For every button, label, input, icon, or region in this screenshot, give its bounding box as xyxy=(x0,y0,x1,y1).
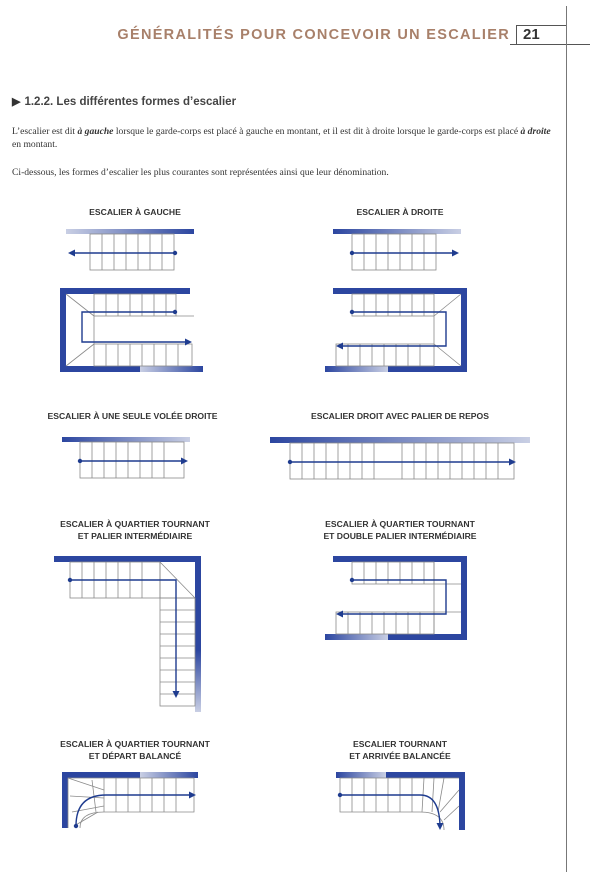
running-header: GÉNÉRALITÉS POUR CONCEVOIR UN ESCALIER xyxy=(117,27,510,43)
handrail xyxy=(66,229,194,234)
caption-line: ESCALIER À GAUCHE xyxy=(89,207,181,217)
diagram-arrivee-balancee xyxy=(336,772,465,830)
term-droite: à droite xyxy=(520,126,551,137)
start-dot xyxy=(173,310,177,314)
intro-text: en montant. xyxy=(12,139,58,150)
handrail xyxy=(333,229,461,234)
term-gauche: à gauche xyxy=(77,126,114,137)
start-dot xyxy=(68,578,72,582)
diagram-depart-balance xyxy=(62,772,198,828)
treads xyxy=(80,442,184,478)
treads xyxy=(336,294,461,366)
treads xyxy=(66,294,194,366)
section-title: 1.2.2. Les différentes formes d’escalier xyxy=(24,96,237,108)
walking-line xyxy=(82,312,190,342)
treads xyxy=(290,443,514,479)
caption-line: ET DÉPART BALANCÉ xyxy=(88,751,182,761)
walking-line xyxy=(340,795,440,828)
start-dot xyxy=(78,459,82,463)
handrail-fade xyxy=(325,366,388,372)
treads xyxy=(352,234,436,270)
start-dot xyxy=(350,578,354,582)
caption-line: ESCALIER À QUARTIER TOURNANT xyxy=(60,519,210,529)
intro-text: L’escalier est dit xyxy=(12,126,78,137)
caption-line: ESCALIER À DROITE xyxy=(356,207,444,217)
page-number: 21 xyxy=(516,25,567,45)
intro-paragraph-2: Ci-dessous, les formes d’escalier les plus courantes sont représentées ainsi que leur dénomination. xyxy=(12,167,389,178)
diagram-volee-droite xyxy=(62,437,190,478)
diagram-escalier-droite xyxy=(333,229,461,270)
diagram-escalier-gauche-u xyxy=(60,288,203,372)
diagram-quartier-palier xyxy=(54,556,201,712)
handrail-fade xyxy=(140,366,203,372)
triangle-marker-icon: ▶ xyxy=(12,96,21,108)
handrail-fade xyxy=(325,634,388,640)
start-dot xyxy=(350,310,354,314)
caption-line: ET PALIER INTERMÉDIAIRE xyxy=(77,531,193,541)
caption-line: ESCALIER À QUARTIER TOURNANT xyxy=(60,739,210,749)
handrail-fade xyxy=(336,772,386,778)
caption-line: ESCALIER À QUARTIER TOURNANT xyxy=(325,519,475,529)
treads xyxy=(90,234,174,270)
handrail xyxy=(62,437,190,442)
caption-line: ET ARRIVÉE BALANCÉE xyxy=(349,751,451,761)
caption-line: ET DOUBLE PALIER INTERMÉDIAIRE xyxy=(323,531,477,541)
handrail-fade xyxy=(195,650,201,712)
start-dot xyxy=(288,460,292,464)
diagram-palier-repos xyxy=(270,437,530,479)
treads xyxy=(68,778,194,828)
diagram-escalier-gauche xyxy=(66,229,194,270)
walking-line xyxy=(338,312,446,346)
caption-line: ESCALIER DROIT AVEC PALIER DE REPOS xyxy=(311,411,489,421)
treads xyxy=(336,562,461,634)
start-dot xyxy=(338,793,342,797)
caption-line: ESCALIER À UNE SEULE VOLÉE DROITE xyxy=(47,411,218,421)
handrail xyxy=(270,437,530,443)
start-dot xyxy=(173,251,177,255)
intro-text: lorsque le garde-corps est placé à gauche en montant, et il est dit à droite lorsque le garde-corps est placé xyxy=(113,126,521,137)
walking-line xyxy=(338,580,446,614)
handrail xyxy=(336,772,465,830)
diagram-escalier-droite-u xyxy=(325,288,467,372)
treads xyxy=(340,778,459,830)
caption-line: ESCALIER TOURNANT xyxy=(353,739,447,749)
start-dot xyxy=(350,251,354,255)
diagram-quartier-double-palier xyxy=(325,556,467,640)
start-dot xyxy=(74,824,78,828)
handrail-fade xyxy=(140,772,198,778)
